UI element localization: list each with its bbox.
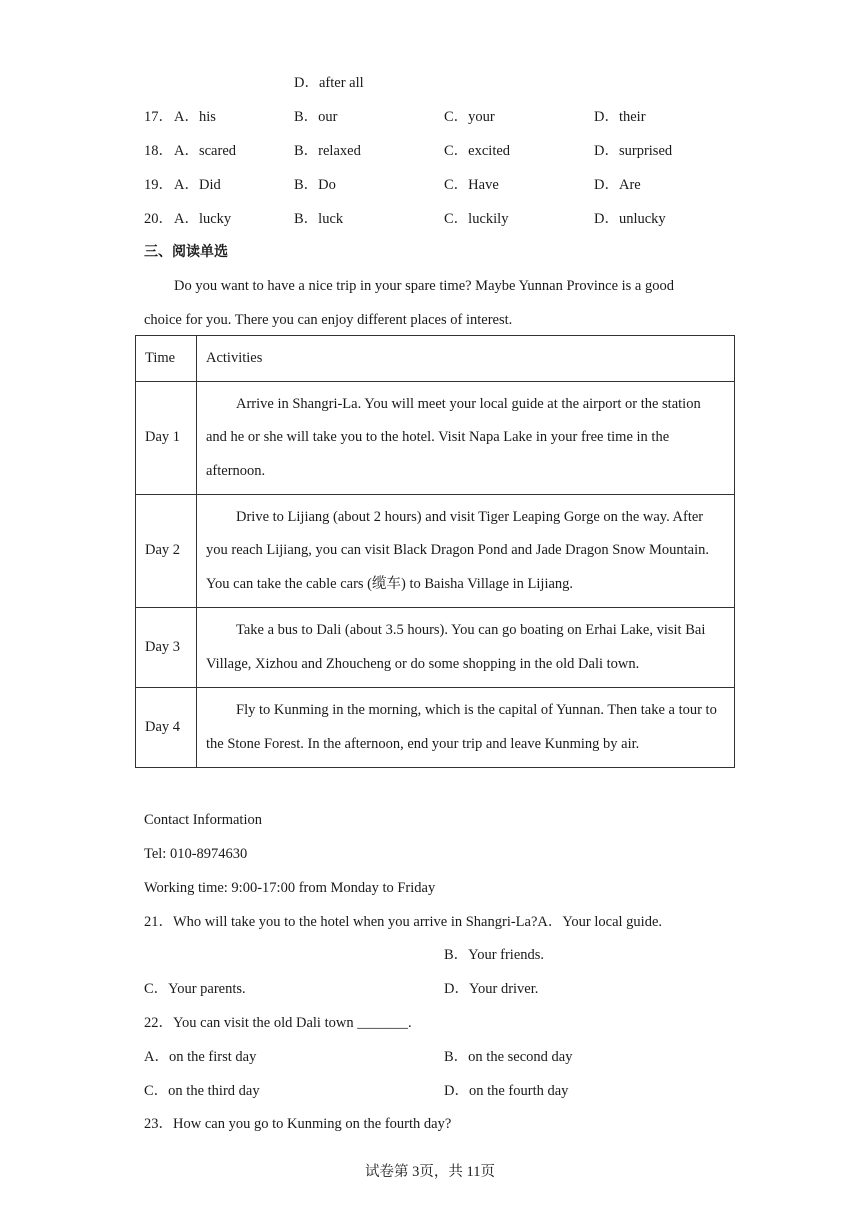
activity-cell: Take a bus to Dali (about 3.5 hours). You can go boating on Erhai Lake, visit Bai Village, Xizhou and Zhoucheng or do some shopping in the old Dali town. [197, 608, 735, 688]
q21-option-b: B．Your friends. [444, 947, 545, 963]
q23-stem: 23．How can you go to Kunming on the fourth day? [144, 1116, 452, 1132]
q22-option-c: C．on the third day [144, 1083, 260, 1099]
trip-schedule-table [135, 335, 735, 768]
header-activities: Activities [197, 336, 735, 382]
option-a: A．Did [174, 177, 221, 193]
q22-option-b: B．on the second day [444, 1049, 573, 1065]
option-a: A．lucky [174, 211, 232, 227]
option-c: C．Have [444, 177, 499, 193]
option-d: D．unlucky [594, 211, 666, 227]
day-cell: Day 1 [136, 382, 197, 495]
q22-option-d: D．on the fourth day [444, 1083, 569, 1099]
q22-stem: 22．You can visit the old Dali town _______. [144, 1015, 412, 1031]
contact-hours: Working time: 9:00-17:00 from Monday to Friday [144, 880, 436, 896]
option-b: B．our [294, 109, 338, 125]
q21-option-d: D．Your driver. [444, 981, 539, 997]
question-number: 19． [144, 177, 173, 193]
option-d: D．surprised [594, 143, 673, 159]
intro-line-1: Do you want to have a nice trip in your spare time? Maybe Yunnan Province is a good [174, 278, 674, 294]
intro-line-2: choice for you. There you can enjoy different places of interest. [144, 312, 513, 328]
option-c: C．luckily [444, 211, 509, 227]
question-number: 17． [144, 109, 173, 125]
table-row-day-1 [136, 382, 735, 495]
option-c: C．excited [444, 143, 511, 159]
activity-cell: Drive to Lijiang (about 2 hours) and visit Tiger Leaping Gorge on the way. After you reach Lijiang, you can visit Black Dragon Pond and Jade Dragon Snow Mountain. You can take the cable cars (缆车) to Baisha Village in Lijiang. [197, 495, 735, 608]
question-number: 18． [144, 143, 173, 159]
option-c: C．your [444, 109, 495, 125]
q21-option-c: C．Your parents. [144, 981, 246, 997]
option-a: A．scared [174, 143, 237, 159]
q16-option-d: D．after all [294, 75, 364, 91]
day-cell: Day 3 [136, 608, 197, 688]
day-cell: Day 2 [136, 495, 197, 608]
activity-cell: Fly to Kunming in the morning, which is the capital of Yunnan. Then take a tour to the Stone Forest. In the afternoon, end your trip and leave Kunming by air. [197, 688, 735, 768]
option-b: B．Do [294, 177, 336, 193]
option-d: D．Are [594, 177, 641, 193]
table-row-day-3 [136, 608, 735, 688]
option-b: B．luck [294, 211, 344, 227]
page-footer: 试卷第 3页，共 11页 [365, 1164, 495, 1180]
q22-option-a: A．on the first day [144, 1049, 257, 1065]
contact-title: Contact Information [144, 812, 262, 828]
activity-cell: Arrive in Shangri-La. You will meet your local guide at the airport or the station and he or she will take you to the hotel. Visit Napa Lake in your free time in the afternoon. [197, 382, 735, 495]
question-number: 20． [144, 211, 173, 227]
table-row-day-4 [136, 688, 735, 768]
option-d: D．their [594, 109, 646, 125]
contact-tel: Tel: 010-8974630 [144, 846, 248, 862]
option-a: A．his [174, 109, 216, 125]
option-b: B．relaxed [294, 143, 361, 159]
table-header-row [136, 336, 735, 382]
q21-stem: 21．Who will take you to the hotel when you arrive in Shangri-La?A．Your local guide. [144, 914, 662, 930]
header-time: Time [136, 336, 197, 382]
section-heading: 三、阅读单选 [144, 244, 228, 260]
day-cell: Day 4 [136, 688, 197, 768]
table-row-day-2 [136, 495, 735, 608]
